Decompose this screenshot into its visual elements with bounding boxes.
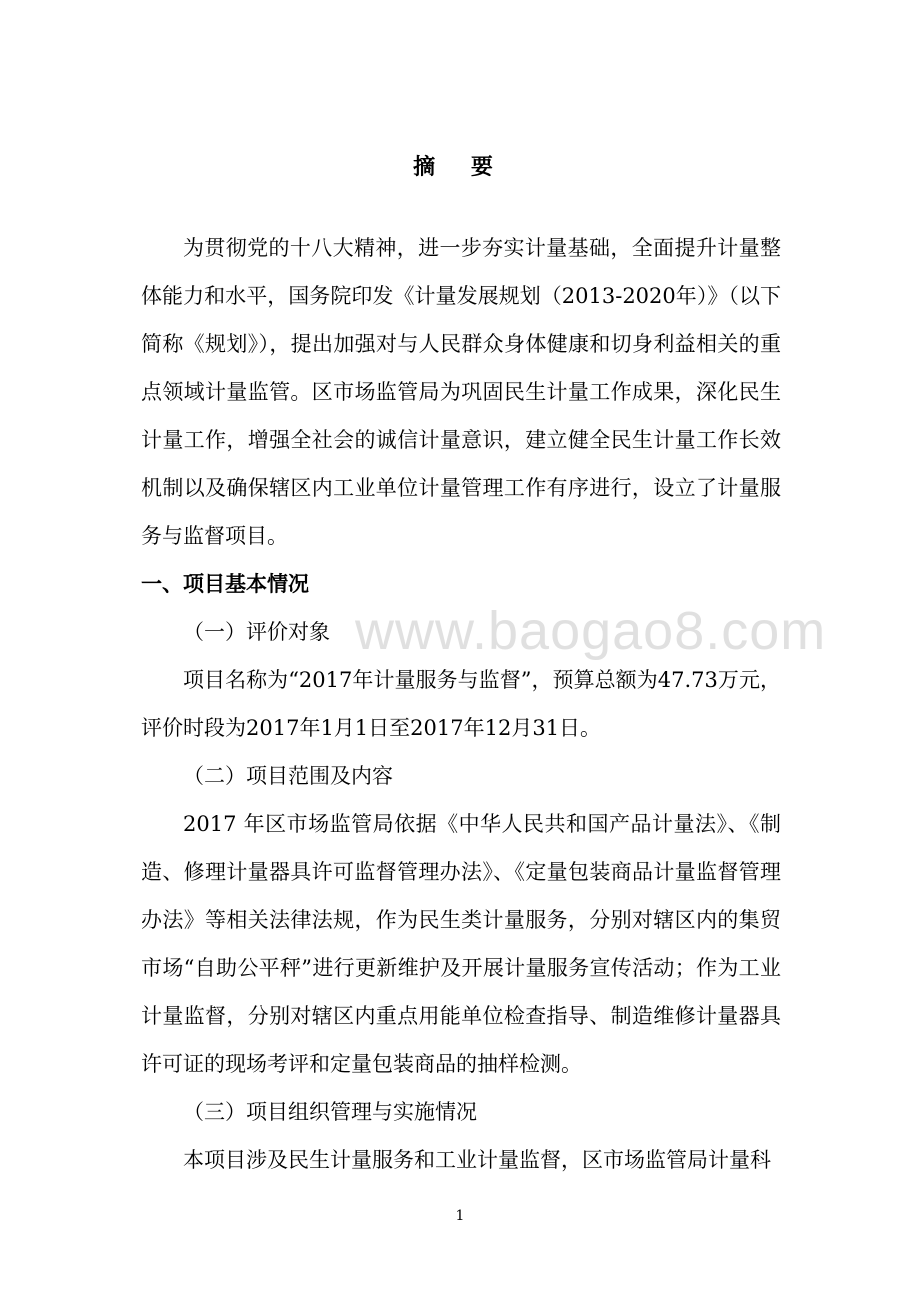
subsection-heading-management: （三）项目组织管理与实施情况 (183, 1100, 477, 1124)
document-body (141, 224, 781, 1184)
management-paragraph: 本项目涉及民生计量服务和工业计量监督，区市场监管局计量科 (183, 1148, 771, 1172)
intro-paragraph: 为贯彻党的十八大精神，进一步夯实计量基础，全面提升计量整体能力和水平，国务院印发《计量发展规划（2013-2020年）》（以下简称《规划》），提出加强对与人民群众身体健康和切身利益相关的重点领域计量监管。区市场监管局为巩固民生计量工作成果，深化民生计量工作，增强全社会的诚信计量意识，建立健全民生计量工作长效机制以及确保辖区内工业单位计量管理工作有序进行，设立了计量服务与监督项目。 (141, 236, 781, 548)
evaluation-object-paragraph: 项目名称为“2017年计量服务与监督”，预算总额为47.73万元，评价时段为2017年1月1日至2017年12月31日。 (141, 668, 781, 740)
subsection-heading-evaluation-object: （一）评价对象 (183, 620, 330, 644)
subsection-heading-scope: （二）项目范围及内容 (183, 764, 393, 788)
document-title: 摘 要 (413, 154, 507, 180)
page-number: 1 (455, 1208, 465, 1224)
section-heading-basic-info: 一、项目基本情况 (141, 571, 309, 596)
scope-paragraph: 2017 年区市场监管局依据《中华人民共和国产品计量法》、《制造、修理计量器具许可监督管理办法》、《定量包装商品计量监督管理办法》等相关法律法规，作为民生类计量服务，分别对辖区内的集贸市场“自助公平秤”进行更新维护及开展计量服务宣传活动；作为工业计量监督，分别对辖区内重点用能单位检查指导、制造维修计量器具许可证的现场考评和定量包装商品的抽样检测。 (141, 812, 781, 1076)
watermark: www.baogao8.com (355, 601, 827, 661)
